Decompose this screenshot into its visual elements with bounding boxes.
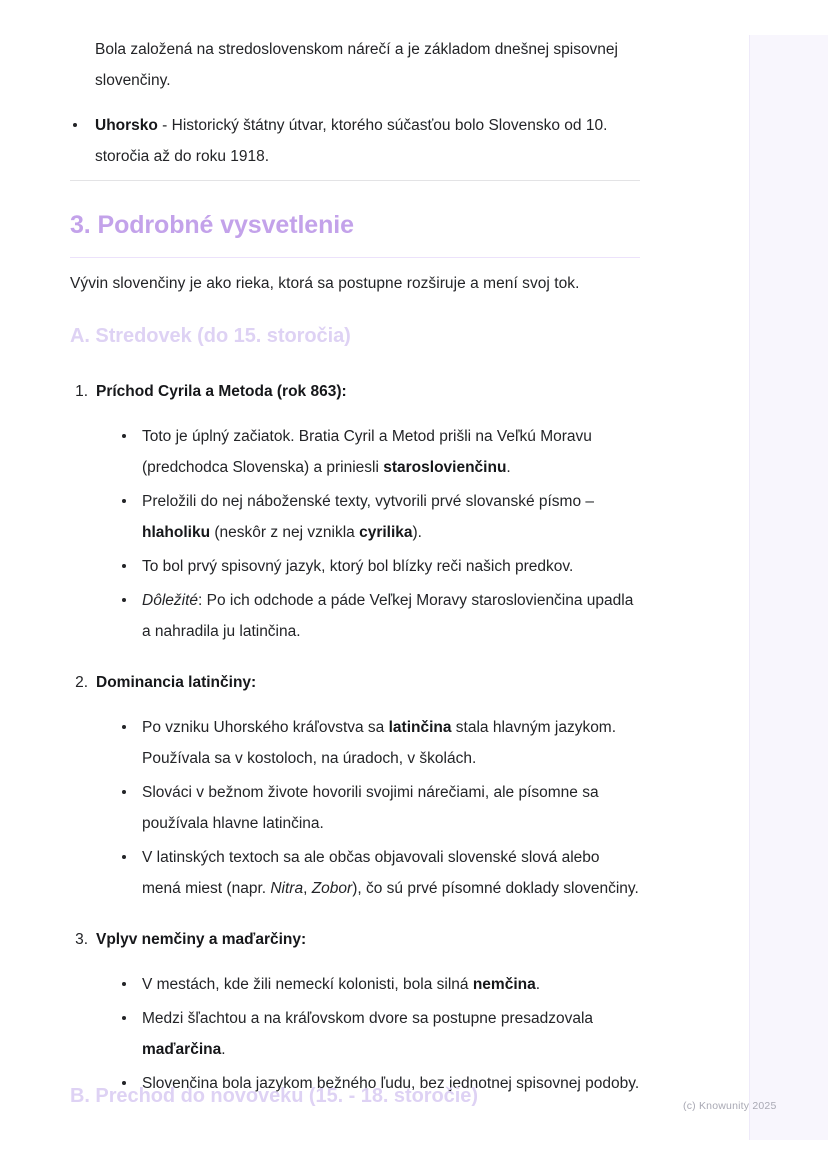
subsection-a (70, 322, 640, 1121)
heading-underline-lavender (70, 257, 640, 258)
text-run: . (221, 1041, 226, 1058)
list-item (119, 421, 640, 483)
text-run: nemčina (472, 976, 536, 993)
continuation-paragraph: Bola založená na stredoslovenskom nárečí a je základom dnešnej spisovnej slovenčiny. (95, 41, 618, 89)
step-title: Dominancia latinčiny: (96, 674, 257, 691)
list-item (119, 486, 640, 548)
text-run: : Po ich odchode a páde Veľkej Moravy staroslovienčina upadla a nahradila ju latinčina. (142, 592, 634, 640)
text-run: ), čo sú prvé písomné doklady slovenčiny. (352, 880, 639, 897)
list-item (119, 585, 640, 647)
text-run: . (506, 459, 511, 476)
text-run: Preložili do nej náboženské texty, vytvorili prvé slovanské písmo – (142, 493, 595, 510)
subsection-b (70, 1082, 640, 1110)
text-run: , (303, 880, 312, 897)
list-item (70, 378, 640, 647)
numbered-step-list (70, 378, 640, 1099)
text-run: Slováci v bežnom živote hovorili svojimi nárečiami, ale písomne sa používala hlavne latinčina. (142, 784, 599, 832)
footer-watermark: (c) Knowunity 2025 (683, 1100, 777, 1112)
list-item (70, 669, 640, 904)
text-run: ). (412, 524, 422, 541)
text-run: Zobor (311, 880, 353, 897)
sub-bullet-list (96, 712, 640, 904)
sub-bullet-list (96, 969, 640, 1099)
text-run: Dôležité (142, 592, 198, 609)
top-bullet-list (70, 110, 630, 172)
top-continuation-block (70, 34, 630, 174)
text-run: . (535, 976, 541, 993)
section-divider-gray (70, 180, 640, 181)
text-run: maďarčina (142, 1041, 222, 1058)
bullet-rest: - Historický štátny útvar, ktorého súčasťou bolo Slovensko od 10. storočia až do roku 1918. (95, 117, 608, 165)
text-run: stala hlavným jazykom. Používala sa v kostoloch, na úradoch, v školách. (142, 719, 617, 767)
text-run: staroslovienčinu (383, 459, 507, 476)
text-run: V latinských textoch sa ale občas objavovali slovenské slová alebo mená miest (napr. (142, 849, 600, 897)
list-item (70, 926, 640, 1099)
text-run: To bol prvý spisovný jazyk, ktorý bol blízky reči našich predkov. (142, 558, 574, 575)
section-intro (70, 268, 640, 299)
text-run: cyrilika (359, 524, 413, 541)
bullet-term: Uhorsko (95, 117, 158, 134)
text-run: latinčina (388, 719, 452, 736)
list-item (70, 110, 630, 172)
page-title: 3. Podrobné vysvetlenie (70, 211, 354, 239)
subsection-b-heading: B. Prechod do novoveku (15. - 18. storočie) (70, 1085, 478, 1107)
sub-bullet-list (96, 421, 640, 647)
list-item (119, 969, 640, 1000)
text-run: Medzi šľachtou a na kráľovskom dvore sa postupne presadzovala (142, 1010, 594, 1027)
subsection-a-heading: A. Stredovek (do 15. storočia) (70, 325, 351, 347)
list-item (119, 1003, 640, 1065)
text-run: Slovenčina bola jazykom bežného ľudu, bez jednotnej spisovnej podoby. (142, 1075, 640, 1092)
text-run: V mestách, kde žili nemeckí kolonisti, bola silná (142, 976, 473, 993)
step-title: Príchod Cyrila a Metoda (rok 863): (96, 383, 347, 400)
list-item (119, 551, 640, 582)
text-run: Po vzniku Uhorského kráľovstva sa (142, 719, 389, 736)
list-item (119, 777, 640, 839)
step-title: Vplyv nemčiny a maďarčiny: (96, 931, 307, 948)
list-item (119, 842, 640, 904)
text-run: Toto je úplný začiatok. Bratia Cyril a Metod prišli na Veľkú Moravu (predchodca Slovenska) a priniesli (142, 428, 592, 476)
list-item (119, 712, 640, 774)
text-run: hlaholiku (142, 524, 211, 541)
text-run: Nitra (270, 880, 304, 897)
intro-paragraph: Vývin slovenčiny je ako rieka, ktorá sa postupne rozširuje a mení svoj tok. (70, 275, 580, 292)
text-run: (neskôr z nej vznikla (210, 524, 360, 541)
